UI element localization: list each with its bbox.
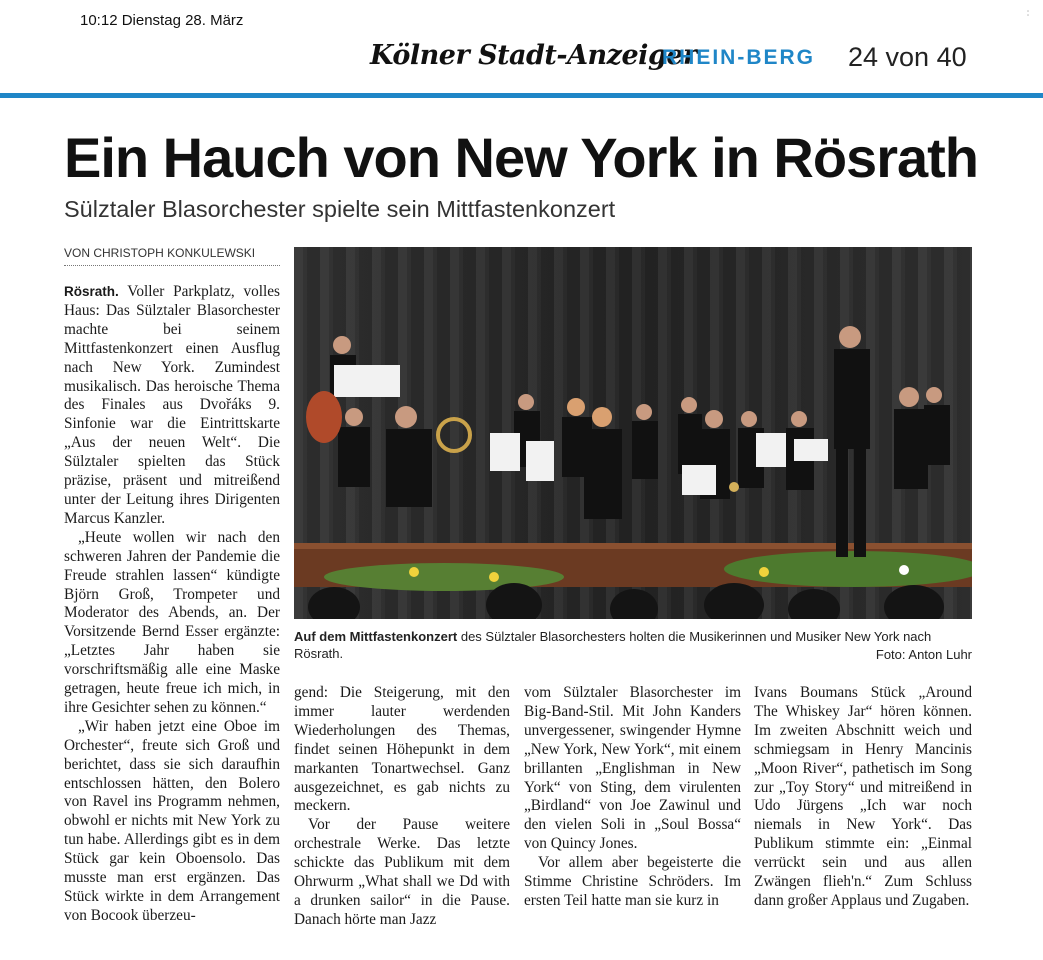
photo-credit: Foto: Anton Luhr	[875, 647, 972, 662]
paragraph: „Wir haben jetzt eine Oboe im Orchester“, freute sich Groß und berichtet, dass sie sich daraufhin entschlossen hätten, den Bolero von Ravel ins Programm nehmen, obwohl er nichts mit New York zu tun habe. Allerdings gibt es in dem Stück gar kein Oboensolo. Das musste man erst ergänzen. Das Stück wirkte in dem Arrangement von Bocook überzeu-	[64, 717, 280, 924]
caption-lead: Auf dem Mittfastenkonzert	[294, 629, 458, 644]
paragraph: Voller Parkplatz, volles Haus: Das Sülztaler Blasorchester machte bei seinem Mittfastenkonzert einen Ausflug nach New York. Zumindest musikalisch. Das heroische Thema des Finales aus Dvořáks 9. Sinfonie war die Eintrittskarte „Aus der neuen Welt“. Die Sülztaler spielten das Stück präzise, präsent und mitreißend unter der Leitung ihres Dirigenten Marcus Kanzler.	[64, 283, 280, 527]
article-column-2	[294, 684, 510, 930]
page-counter[interactable]: 24 von 40	[848, 42, 967, 72]
masthead-logo: Kölner Stadt-Anzeiger	[370, 40, 697, 71]
paragraph: Vor allem aber begeisterte die Stimme Christine Schröders. Im ersten Teil hatte man sie kurz in	[524, 854, 741, 909]
headline: Ein Hauch von New York in Rösrath	[64, 126, 978, 189]
status-dots-icon	[1027, 10, 1029, 16]
article-column-3	[524, 684, 741, 911]
paragraph: Vor der Pause weitere orchestrale Werke. Das letzte schickte das Publikum mit dem Ohrwurm „What shall we Dd with a drunken sailor“ in die Pause. Danach hörte man Jazz	[294, 816, 510, 928]
article-column-4	[754, 684, 972, 911]
paragraph: vom Sülztaler Blasorchester im Big-Band-Stil. Mit John Kanders unvergessener, swingender Hymne „New York, New York“, mit einem brillanten „Englishman in New York“ von Sting, dem virulenten „Birdland“ von Joe Zawinul und den vielen Soli in „Soul Bossa“ von Quincy Jones.	[524, 684, 741, 853]
concert-photo[interactable]	[294, 247, 972, 619]
status-time-date: 10:12 Dienstag 28. März	[80, 12, 244, 29]
dateline: Rösrath.	[64, 284, 119, 299]
subheadline: Sülztaler Blasorchester spielte sein Mittfastenkonzert	[64, 196, 616, 222]
paragraph: gend: Die Steigerung, mit den immer lauter werdenden Wiederholungen des Themas, findet seinen Höhepunkt in dem markanten Tonartwechsel. Ganz ausgezeichnet, es gab nichts zu meckern.	[294, 684, 510, 815]
orchestra-illustration	[294, 247, 972, 619]
article-column-1	[64, 283, 280, 926]
paragraph: Ivans Boumans Stück „Around The Whiskey Jar“ hören können. Im zweiten Abschnitt weich und schmiegsam in Henry Mancinis „Moon River“, pathetisch im Song zur „Toy Story“ und mitreißend in Udo Jürgens „Ich war noch niemals in New York“. Das Publikum stimmte ein: „Einmal verrückt sein und aus allen Zwängen flieh'n.“ Zum Schluss dann großer Applaus und Zugaben.	[754, 684, 972, 909]
byline: VON CHRISTOPH KONKULEWSKI	[64, 246, 280, 266]
photo-caption	[294, 628, 972, 662]
header-rule	[0, 93, 1043, 98]
section-label: RHEIN-BERG	[662, 46, 816, 69]
caption-text: des Sülztaler Blasorchesters holten die Musikerinnen und Musiker New York nach Rösrath.	[294, 629, 932, 661]
paragraph: „Heute wollen wir nach den schweren Jahren der Pandemie die Freude strahlen lassen“ kündigte Björn Groß, Trompeter und Moderator des Abends, an. Der Vorsitzende Bernd Esser ergänzte: „Letztes Jahr haben sie vorschriftsmäßig alle eine Maske getragen, heute freue ich mich, in ihre Gesichter sehen zu können.“	[64, 528, 280, 716]
